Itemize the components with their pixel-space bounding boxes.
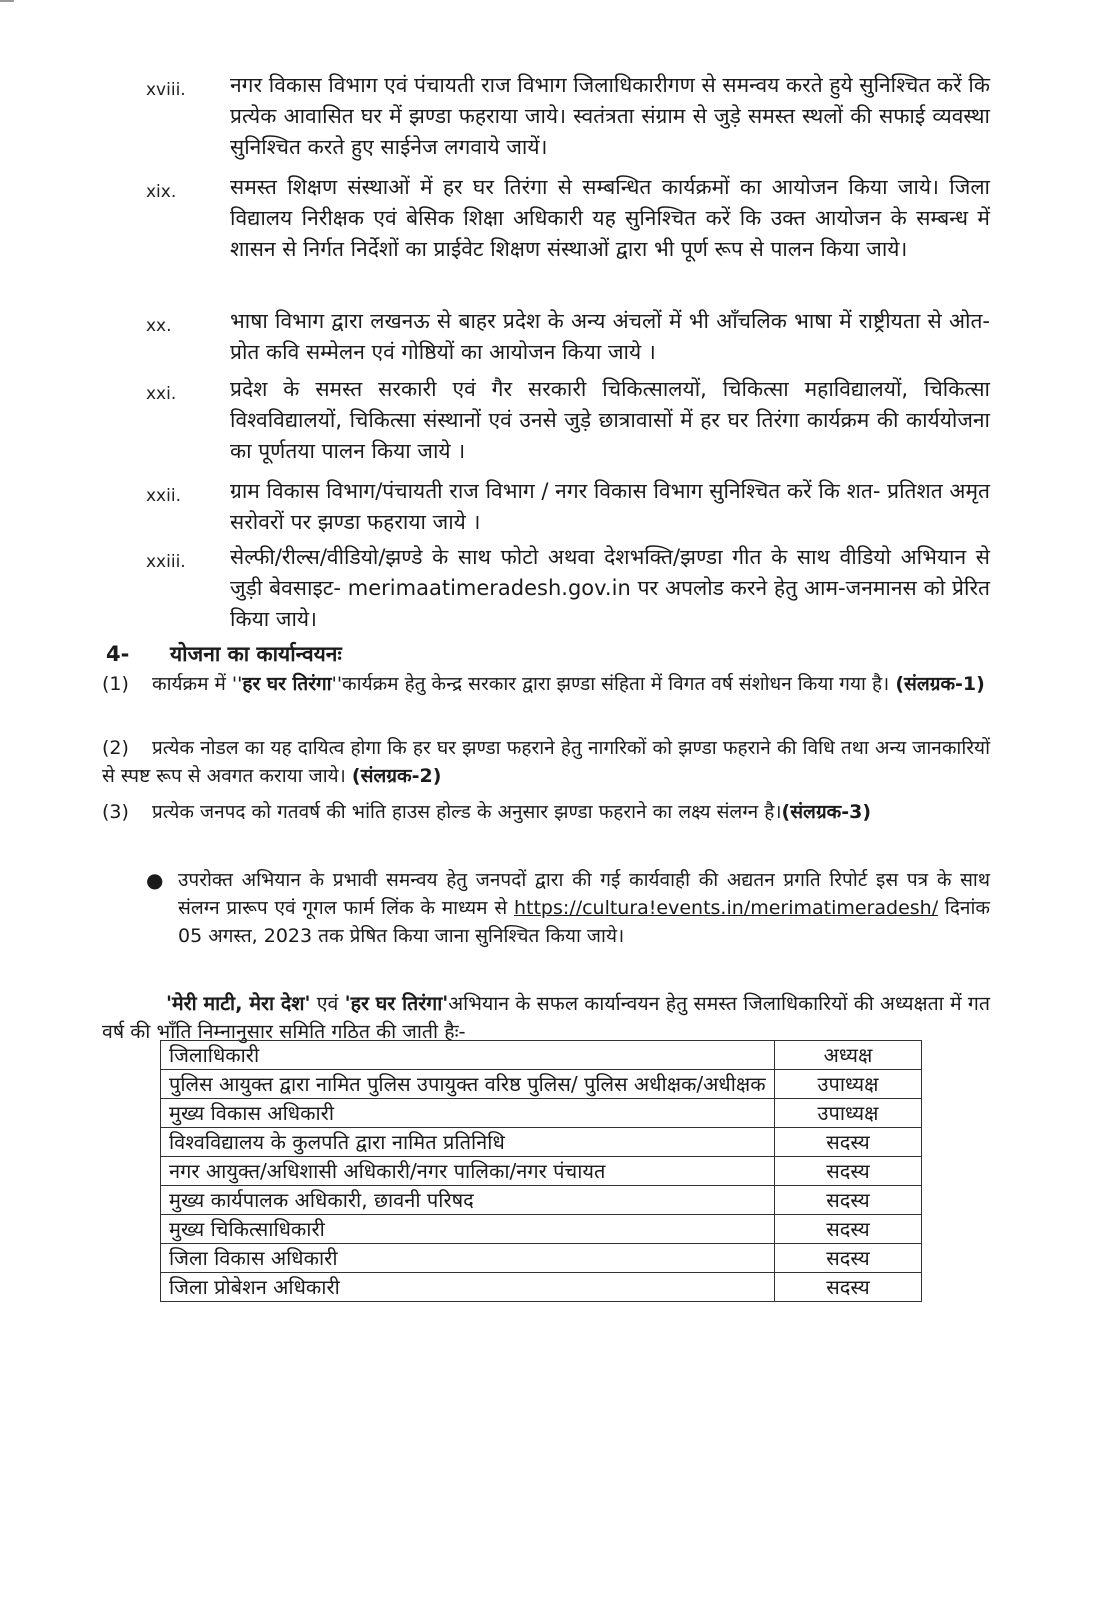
role-cell: सदस्य bbox=[775, 1273, 922, 1302]
role-cell: सदस्य bbox=[775, 1215, 922, 1244]
paragraph-text-pre: कार्यक्रम में '' bbox=[152, 673, 243, 695]
role-cell: सदस्य bbox=[775, 1244, 922, 1273]
list-number: xx. bbox=[146, 316, 172, 336]
bullet-dot-icon: ● bbox=[146, 868, 164, 892]
bullet-text-pre: उपरोक्त अभियान के प्रभावी समन्वय हेतु जनपदों द्वारा की गई कार्यवाही की अद्यतन प्रगति रिपोर्ट इस पत्र के साथ संलग्न प्रारूप एवं गूगल फार्म लिंक के माध्यम से bbox=[178, 869, 990, 919]
table-row bbox=[161, 1273, 922, 1302]
list-number: xxiii. bbox=[146, 552, 186, 572]
list-number: xxi. bbox=[146, 384, 177, 404]
role-cell: सदस्य bbox=[775, 1186, 922, 1215]
committee-intro-text: अभियान के सफल कार्यान्वयन हेतु समस्त जिलाधिकारियों की अध्यक्षता में गत वर्ष की भाँति निम्नानुसार समिति गठित की जाती हैः- bbox=[102, 992, 991, 1043]
campaign-name-1: 'मेरी माटी, मेरा देश' bbox=[166, 992, 311, 1015]
connector-text: एवं bbox=[316, 992, 339, 1015]
paragraph-number: (1) bbox=[102, 673, 129, 695]
table-row bbox=[161, 1099, 922, 1128]
paragraph-text-pre: प्रत्येक जनपद को गतवर्ष की भांति हाउस होल्ड के अनुसार झण्डा फहराने का लक्ष्य संलग्न है। bbox=[152, 801, 782, 823]
paragraph-bold: हर घर तिरंगा bbox=[242, 673, 332, 695]
bullet-text-post: दिनांक 05 अगस्त, 2023 तक प्रेषित किया जाना सुनिश्चित किया जाये। bbox=[178, 897, 990, 947]
list-text: भाषा विभाग द्वारा लखनऊ से बाहर प्रदेश के अन्य अंचलों में भी आँचलिक भाषा में राष्ट्रीयता से ओत-प्रोत कवि सम्मेलन एवं गोष्ठियों का आयोजन किया जाये । bbox=[230, 309, 990, 364]
campaign-name-2: 'हर घर तिरंगा' bbox=[344, 992, 449, 1015]
paragraph-reference: (संलग्रक-3) bbox=[781, 801, 872, 823]
paragraph-2 bbox=[102, 734, 990, 790]
list-text: समस्त शिक्षण संस्थाओं में हर घर तिरंगा से सम्बन्धित कार्यक्रमों का आयोजन किया जाये। जिला विद्यालय निरीक्षक एवं बेसिक शिक्षा अधिकारी यह सुनिश्चित करें कि उक्त आयोजन के सम्बन्ध में शासन से निर्गत निर्देशों का प्राईवेट शिक्षण संस्थाओं द्वारा भी पूर्ण रूप से पालन किया जाये। bbox=[230, 175, 990, 261]
paragraph-1 bbox=[102, 670, 990, 698]
member-cell: मुख्य चिकित्साधिकारी bbox=[161, 1215, 775, 1244]
member-cell: जिला प्रोबेशन अधिकारी bbox=[161, 1273, 775, 1302]
list-text: सेल्फी/रील्स/वीडियो/झण्डे के साथ फोटो अथवा देशभक्ति/झण्डा गीत के साथ वीडियो अभियान से जुड़ी बेवसाइट- merimaatimeradesh.gov.in पर अपलोड करने हेतु आम-जनमानस को प्रेरित किया जाये। bbox=[230, 545, 990, 631]
list-text: ग्राम विकास विभाग/पंचायती राज विभाग / नगर विकास विभाग सुनिश्चित करें कि शत- प्रतिशत अमृत सरोवरों पर झण्डा फहराया जाये । bbox=[230, 479, 990, 534]
role-cell: उपाध्यक्ष bbox=[775, 1070, 922, 1099]
role-cell: अध्यक्ष bbox=[775, 1041, 922, 1070]
table-row bbox=[161, 1186, 922, 1215]
member-cell: मुख्य विकास अधिकारी bbox=[161, 1099, 775, 1128]
member-cell: जिला विकास अधिकारी bbox=[161, 1244, 775, 1273]
member-cell: जिलाधिकारी bbox=[161, 1041, 775, 1070]
paragraph-text-post: ''कार्यक्रम हेतु केन्द्र सरकार द्वारा झण्डा संहिता में विगत वर्ष संशोधन किया गया है। bbox=[331, 673, 890, 695]
table-row bbox=[161, 1070, 922, 1099]
paragraph-reference: (संलग्रक-1) bbox=[895, 673, 985, 695]
role-cell: सदस्य bbox=[775, 1157, 922, 1186]
role-cell: सदस्य bbox=[775, 1128, 922, 1157]
member-cell: नगर आयुक्त/अधिशासी अधिकारी/नगर पालिका/नगर पंचायत bbox=[161, 1157, 775, 1186]
paragraph-text-pre: प्रत्येक नोडल का यह दायित्व होगा कि हर घर झण्डा फहराने हेतु नागरिकों को झण्डा फहराने की विधि तथा अन्य जानकारियों से स्पष्ट रूप से अवगत कराया जाये। bbox=[102, 737, 990, 787]
list-text: नगर विकास विभाग एवं पंचायती राज विभाग जिलाधिकारीगण से समन्वय करते हुये सुनिश्चित करें कि प्रत्येक आवासित घर में झण्डा फहराया जाये। स्वतंत्रता संग्राम से जुड़े समस्त स्थलों की सफाई व्यवस्था सुनिश्चित करते हुए साईनेज लगवाये जायें। bbox=[230, 73, 990, 159]
table-row bbox=[161, 1128, 922, 1157]
list-number: xxii. bbox=[146, 486, 181, 506]
list-text: प्रदेश के समस्त सरकारी एवं गैर सरकारी चिकित्सालयों, चिकित्सा महाविद्यालयों, चिकित्सा विश्वविद्यालयों, चिकित्सा संस्थानों एवं उनसे जुड़े छात्रावासों में हर घर तिरंगा कार्यक्रम की कार्ययोजना का पूर्णतया पालन किया जाये । bbox=[230, 377, 990, 463]
committee-intro bbox=[102, 990, 990, 1046]
list-number: xix. bbox=[146, 182, 177, 202]
table-row bbox=[161, 1215, 922, 1244]
paragraph-number: (3) bbox=[102, 801, 129, 823]
list-number: xviii. bbox=[146, 80, 186, 100]
section-number: 4- bbox=[106, 642, 130, 666]
member-cell: मुख्य कार्यपालक अधिकारी, छावनी परिषद bbox=[161, 1186, 775, 1215]
section-title: योजना का कार्यान्वयनः bbox=[170, 642, 342, 666]
paragraph-3 bbox=[102, 798, 990, 826]
committee-table bbox=[160, 1040, 922, 1302]
table-row bbox=[161, 1157, 922, 1186]
paragraph-number: (2) bbox=[102, 737, 129, 759]
member-cell: पुलिस आयुक्त द्वारा नामित पुलिस उपायुक्त वरिष्ठ पुलिस/ पुलिस अधीक्षक/अधीक्षक bbox=[161, 1070, 775, 1099]
form-link[interactable]: https://cultura!events.in/merimatimeradesh/ bbox=[513, 897, 939, 919]
member-cell: विश्वविद्यालय के कुलपति द्वारा नामित प्रतिनिधि bbox=[161, 1128, 775, 1157]
role-cell: उपाध्यक्ष bbox=[775, 1099, 922, 1128]
bullet-text bbox=[178, 866, 990, 950]
section-heading bbox=[106, 640, 342, 668]
table-row bbox=[161, 1244, 922, 1273]
scan-artifact bbox=[0, 0, 14, 8]
paragraph-reference: (संलग्रक-2) bbox=[351, 765, 442, 787]
table-row bbox=[161, 1041, 922, 1070]
